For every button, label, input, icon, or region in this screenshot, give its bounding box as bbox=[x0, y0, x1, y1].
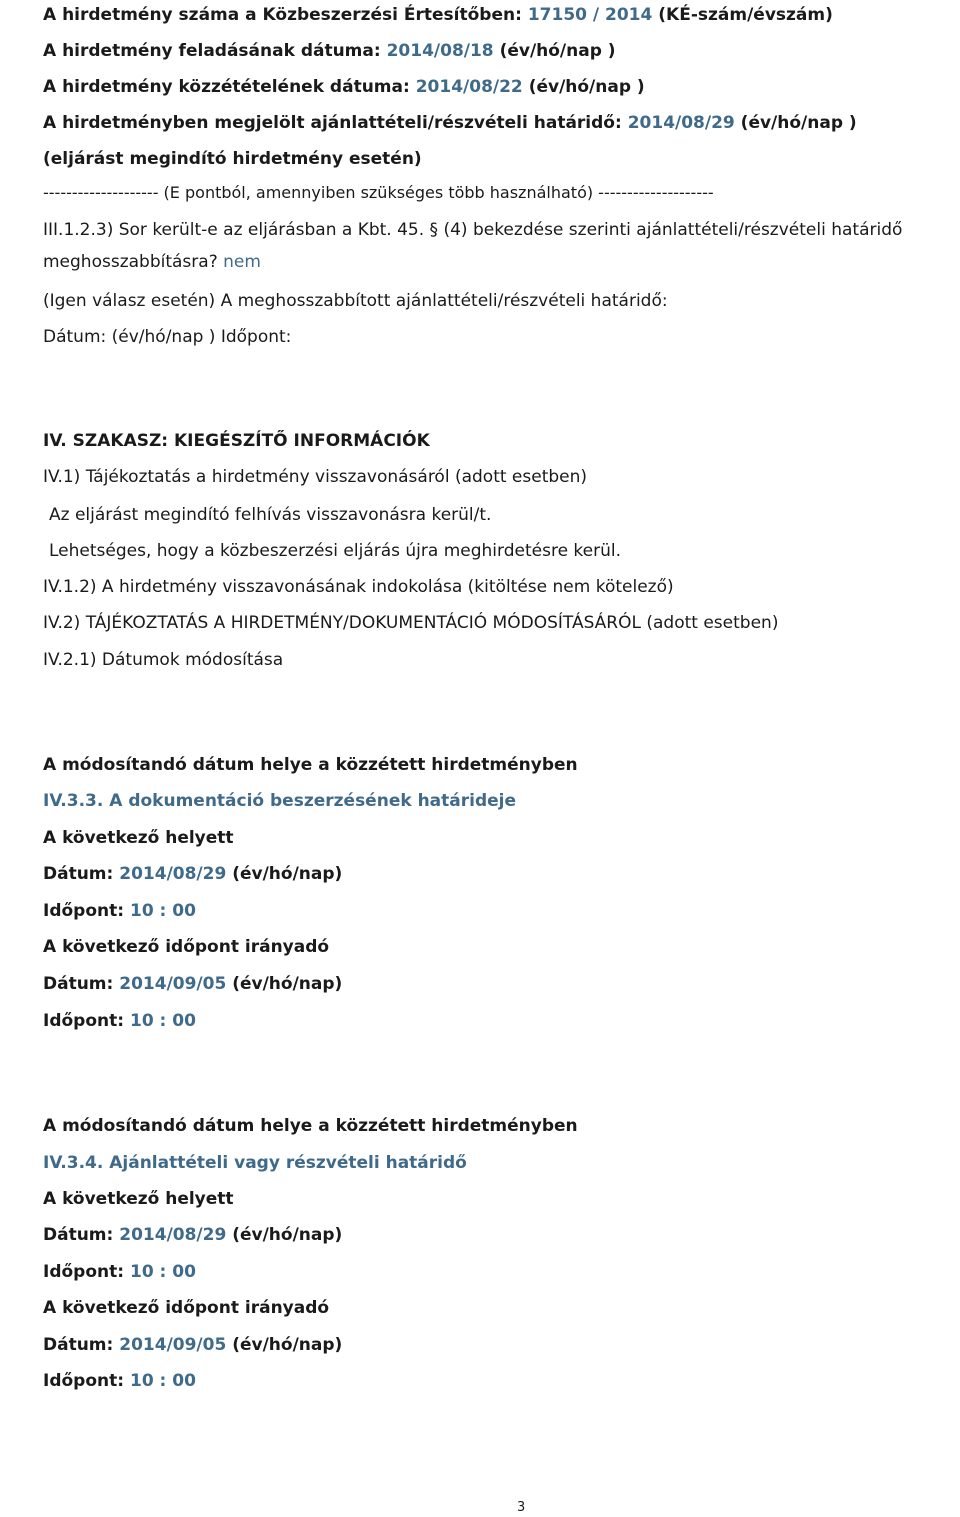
mod-2-applies: A következő időpont irányadó bbox=[43, 1298, 330, 1318]
mod-2-new-date: Dátum: 2014/09/05 (év/hó/nap) bbox=[43, 1335, 343, 1355]
deadline-value: 2014/08/29 bbox=[627, 113, 735, 133]
mod-2-old-date: Dátum: 2014/08/29 (év/hó/nap) bbox=[43, 1225, 343, 1245]
deadline-line: A hirdetményben megjelölt ajánlattételi/részvételi határidő: 2014/08/29 (év/hó/nap ) bbox=[43, 113, 857, 133]
mod-1-ref: IV.3.3. A dokumentáció beszerzésének határideje bbox=[43, 791, 517, 811]
section-4-title: IV. SZAKASZ: KIEGÉSZÍTŐ INFORMÁCIÓK bbox=[43, 431, 430, 451]
mod-2-ref: IV.3.4. Ajánlattételi vagy részvételi határidő bbox=[43, 1153, 467, 1173]
section-4-2-1: IV.2.1) Dátumok módosítása bbox=[43, 650, 284, 670]
mod-1-heading: A módosítandó dátum helye a közzétett hirdetményben bbox=[43, 755, 578, 775]
mod-2-heading: A módosítandó dátum helye a közzétett hirdetményben bbox=[43, 1116, 578, 1136]
mod-1-instead: A következő helyett bbox=[43, 828, 234, 848]
separator-line: -------------------- (E pontból, amennyiben szükséges több használható) -------------------- bbox=[43, 183, 714, 202]
section-4-1-b: Lehetséges, hogy a közbeszerzési eljárás újra meghirdetésre kerül. bbox=[49, 541, 622, 561]
mod-1-old-date: Dátum: 2014/08/29 (év/hó/nap) bbox=[43, 864, 343, 884]
extended-date-time: Dátum: (év/hó/nap ) Időpont: bbox=[43, 327, 292, 347]
notice-number-value: 17150 / 2014 bbox=[527, 5, 653, 25]
mod-1-new-time: Időpont: 10 : 00 bbox=[43, 1011, 196, 1031]
mod-2-instead: A következő helyett bbox=[43, 1189, 234, 1209]
section-4-1-a: Az eljárást megindító felhívás visszavonásra kerül/t. bbox=[49, 505, 492, 525]
notice-number-line: A hirdetmény száma a Közbeszerzési Értesítőben: 17150 / 2014 (KÉ-szám/évszám) bbox=[43, 5, 833, 25]
section-3-question: III.1.2.3) Sor került-e az eljárásban a Kbt. 45. § (4) bekezdése szerinti ajánlattételi/részvételi határidő bbox=[43, 220, 903, 240]
mod-1-new-date: Dátum: 2014/09/05 (év/hó/nap) bbox=[43, 974, 343, 994]
extended-deadline-label: (Igen válasz esetén) A meghosszabbított ajánlattételi/részvételi határidő: bbox=[43, 291, 668, 311]
mod-2-old-time: Időpont: 10 : 00 bbox=[43, 1262, 196, 1282]
section-3-question-cont: meghosszabbításra? nem bbox=[43, 252, 261, 272]
submission-date-line: A hirdetmény feladásának dátuma: 2014/08/18 (év/hó/nap ) bbox=[43, 41, 616, 61]
publication-date-line: A hirdetmény közzétételének dátuma: 2014/08/22 (év/hó/nap ) bbox=[43, 77, 645, 97]
mod-2-new-time: Időpont: 10 : 00 bbox=[43, 1371, 196, 1391]
procedure-note: (eljárást megindító hirdetmény esetén) bbox=[43, 149, 422, 169]
section-4-1: IV.1) Tájékoztatás a hirdetmény visszavonásáról (adott esetben) bbox=[43, 467, 588, 487]
extension-answer: nem bbox=[223, 252, 261, 272]
publication-date-value: 2014/08/22 bbox=[415, 77, 523, 97]
section-4-2: IV.2) TÁJÉKOZTATÁS A HIRDETMÉNY/DOKUMENTÁCIÓ MÓDOSÍTÁSÁRÓL (adott esetben) bbox=[43, 613, 779, 633]
mod-1-applies: A következő időpont irányadó bbox=[43, 937, 330, 957]
page-number: 3 bbox=[517, 1500, 526, 1515]
mod-1-old-time: Időpont: 10 : 00 bbox=[43, 901, 196, 921]
section-4-1-2: IV.1.2) A hirdetmény visszavonásának indokolása (kitöltése nem kötelező) bbox=[43, 577, 674, 597]
submission-date-value: 2014/08/18 bbox=[386, 41, 494, 61]
